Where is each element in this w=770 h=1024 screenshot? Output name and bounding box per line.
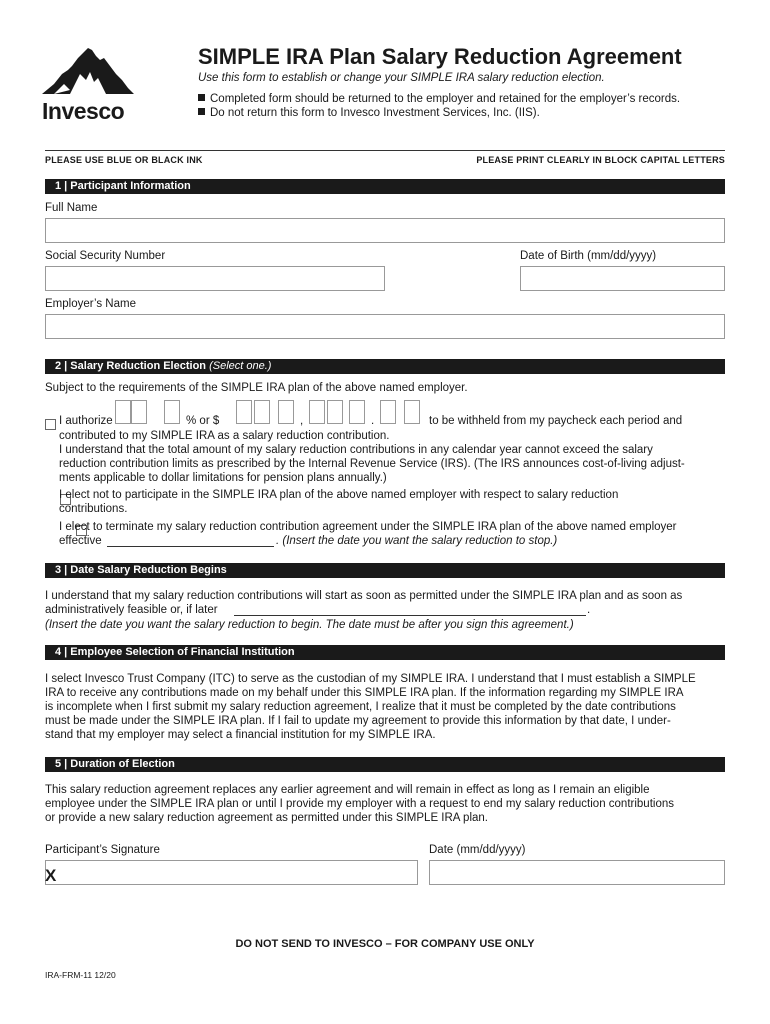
bullet-square-icon	[198, 108, 205, 115]
authorize-checkbox[interactable]	[45, 419, 56, 430]
elect-terminate-label: I elect to terminate my salary reduction contribution agreement under the SIMPLE IRA plan of the above named employer	[59, 521, 677, 533]
dollar-digit-box[interactable]	[278, 400, 294, 424]
elect-not-participate-label: I elect not to participate in the SIMPLE IRA plan of the above named employer with respect to salary reduction	[59, 489, 619, 501]
print-note: PLEASE PRINT CLEARLY IN BLOCK CAPITAL LETTERS	[476, 155, 725, 165]
effective-label: effective	[59, 535, 102, 547]
section-header: 4 | Employee Selection of Financial Institution	[45, 645, 725, 660]
percent-digit-box[interactable]	[131, 400, 147, 424]
effective-date-line[interactable]	[107, 546, 274, 547]
begin-date-text: I understand that my salary reduction contributions will start as soon as permitted under the SIMPLE IRA plan and as soon as	[45, 590, 683, 602]
cents-digit-box[interactable]	[404, 400, 420, 424]
ssn-label: Social Security Number	[45, 250, 166, 262]
bullet-square-icon	[198, 94, 205, 101]
dollar-digit-box[interactable]	[327, 400, 343, 424]
full-name-label: Full Name	[45, 202, 98, 214]
signature-label: Participant’s Signature	[45, 844, 160, 856]
dollar-digit-box[interactable]	[236, 400, 252, 424]
dollar-digit-box[interactable]	[309, 400, 325, 424]
section-header: 2 | Salary Reduction Election (Select one.)	[45, 359, 725, 374]
brand-name: Invesco	[42, 98, 125, 124]
duration-text: employee under the SIMPLE IRA plan or until I provide my employer with a request to end my salary reduction contributions	[45, 798, 674, 810]
decimal-separator: .	[371, 415, 375, 427]
elect-not-participate-label: contributions.	[59, 503, 128, 515]
begin-date-period: .	[587, 604, 591, 616]
duration-text: or provide a new salary reduction agreement as permitted under this SIMPLE IRA plan.	[45, 812, 488, 824]
begin-date-line[interactable]	[234, 615, 586, 616]
signature-date-field[interactable]	[429, 860, 725, 885]
section-header: 5 | Duration of Election	[45, 757, 725, 772]
authorize-text-line: contributed to my SIMPLE IRA as a salary reduction contribution.	[59, 430, 390, 442]
full-name-field[interactable]	[45, 218, 725, 243]
cents-digit-box[interactable]	[380, 400, 396, 424]
dob-field[interactable]	[520, 266, 725, 291]
authorize-label: I authorize	[59, 415, 113, 427]
authorize-text-line: reduction contribution limits as prescribed by the Internal Revenue Service (IRS). (The IRS announces cost-of-living adjust-	[59, 458, 685, 470]
section-header: 1 | Participant Information	[45, 179, 725, 194]
instruction-bullet: Completed form should be returned to the employer and retained for the employer’s records.	[198, 93, 680, 105]
institution-text: stand that my employer may select a financial institution for my SIMPLE IRA.	[45, 729, 436, 741]
begin-date-note: (Insert the date you want the salary reduction to begin. The date must be after you sign this agreement.)	[45, 619, 574, 631]
page-subtitle: Use this form to establish or change your SIMPLE IRA salary reduction election.	[198, 72, 605, 84]
effective-date-note: . (Insert the date you want the salary reduction to stop.)	[276, 535, 558, 547]
institution-text: IRA to receive any contributions made on my behalf under this SIMPLE IRA plan. If the information regarding my SIMPLE IRA	[45, 687, 684, 699]
signature-field[interactable]	[45, 860, 418, 885]
ssn-field[interactable]	[45, 266, 385, 291]
institution-text: I select Invesco Trust Company (ITC) to serve as the custodian of my SIMPLE IRA. I understand that I must establish a SIMPLE	[45, 673, 696, 685]
header-divider	[45, 150, 725, 151]
authorize-text-line: ments applicable to dollar limitations for pension plans annually.)	[59, 472, 387, 484]
election-intro: Subject to the requirements of the SIMPLE IRA plan of the above named employer.	[45, 382, 468, 394]
section-header: 3 | Date Salary Reduction Begins	[45, 563, 725, 578]
duration-text: This salary reduction agreement replaces any earlier agreement and will remain in effect as long as I remain an eligible	[45, 784, 650, 796]
signature-x-mark: X	[45, 866, 57, 885]
company-use-notice: DO NOT SEND TO INVESCO – FOR COMPANY USE ONLY	[235, 938, 535, 950]
instruction-bullet: Do not return this form to Invesco Investment Services, Inc. (IIS).	[198, 107, 540, 119]
form-code: IRA-FRM-11 12/20	[45, 970, 116, 980]
dollar-digit-box[interactable]	[254, 400, 270, 424]
begin-date-text: administratively feasible or, if later	[45, 604, 218, 616]
authorize-text-end: to be withheld from my paycheck each period and	[429, 415, 683, 427]
page-title: SIMPLE IRA Plan Salary Reduction Agreement	[198, 44, 682, 69]
employer-name-label: Employer’s Name	[45, 298, 136, 310]
dollar-digit-box[interactable]	[349, 400, 365, 424]
ink-note: PLEASE USE BLUE OR BLACK INK	[45, 155, 203, 165]
employer-name-field[interactable]	[45, 314, 725, 339]
date-label: Date (mm/dd/yyyy)	[429, 844, 526, 856]
institution-text: is incomplete when I first submit my salary reduction agreement, I realize that it must be completed by the date contributions	[45, 701, 676, 713]
authorize-text-line: I understand that the total amount of my salary reduction contributions in any calendar year cannot exceed the salary	[59, 444, 653, 456]
percent-or-dollar-text: % or $	[186, 415, 220, 427]
percent-digit-box[interactable]	[115, 400, 131, 424]
dob-label: Date of Birth (mm/dd/yyyy)	[520, 250, 657, 262]
institution-text: must be made under the SIMPLE IRA plan. If I fail to update my agreement to provide this information by that date, I under-	[45, 715, 671, 727]
percent-digit-box[interactable]	[164, 400, 180, 424]
comma-separator: ,	[300, 415, 304, 427]
